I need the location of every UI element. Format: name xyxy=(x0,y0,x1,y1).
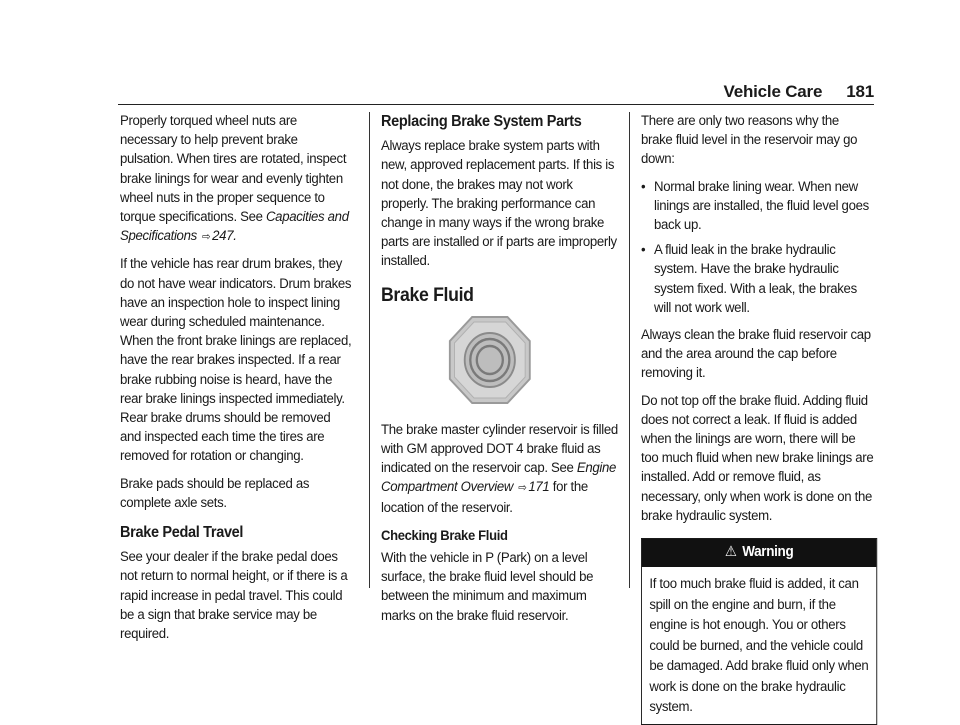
page-number: 181 xyxy=(846,82,874,101)
list-item: • A fluid leak in the brake hydraulic system. Have the brake hydraulic system fixed. With a leak, the brakes will not work well. xyxy=(641,241,874,318)
page-ref-arrow-icon: ⇨ xyxy=(202,231,211,244)
chapter-heading: Brake Fluid xyxy=(381,284,474,306)
section-heading: Replacing Brake System Parts xyxy=(381,113,582,130)
paragraph: Always clean the brake fluid reservoir cap and the area around the cap before removing it. xyxy=(641,327,871,382)
column-1 xyxy=(120,112,353,652)
paragraph: If the vehicle has rear drum brakes, they do not have wear indicators. Drum brakes have an inspection hole to inspect lining wear during scheduled maintenance. When the front brake linings are replaced, have the rear brakes inspected. If a rear brake rubbing noise is heard, have the rear brake linings inspected immediately. Rear brake drums should be removed and inspected each time the tires are removed for rotation or changing. xyxy=(120,256,352,465)
warning-text: If too much brake fluid is added, it can spill on the engine and burn, if the engine is hot enough. You or others could be burned, and the vehicle could be damaged. Add brake fluid only when work is done on the brake hydraulic system. xyxy=(649,576,869,716)
cross-reference-link[interactable]: Capacities and Specifications ⇨ 247. xyxy=(120,209,349,245)
column-divider xyxy=(369,112,370,588)
page-ref-arrow-icon: ⇨ xyxy=(518,482,527,495)
paragraph: The brake master cylinder reservoir is filled with GM approved DOT 4 brake fluid as indicated on the reservoir cap. See Engine Compartment Overview ⇨ 171 for the location of the reservoir. xyxy=(381,421,618,516)
warning-header: ⚠ Warning xyxy=(642,539,876,567)
header-rule xyxy=(118,104,874,105)
paragraph: There are only two reasons why the brake fluid level in the reservoir may go down: xyxy=(641,113,858,168)
column-divider xyxy=(629,112,630,588)
paragraph: See your dealer if the brake pedal does not return to normal height, or if there is a rapid increase in pedal travel. This could be a sign that brake service may be required. xyxy=(120,549,348,643)
paragraph: Always replace brake system parts with new, approved replacement parts. If this is not done, the brakes may not work properly. The braking performance can change in many ways if the wrong brake parts are installed or if parts are improperly installed. xyxy=(381,138,617,270)
column-3 xyxy=(641,112,874,725)
column-2 xyxy=(381,112,621,634)
paragraph: With the vehicle in P (Park) on a level surface, the brake fluid level should be between the minimum and maximum marks on the brake fluid reservoir. xyxy=(381,550,594,624)
paragraph: Brake pads should be replaced as complete axle sets. xyxy=(120,475,310,511)
brake-fluid-cap-icon xyxy=(448,315,532,405)
page-header xyxy=(724,82,875,102)
paragraph: Do not top off the brake fluid. Adding fluid does not correct a leak. If fluid is added when the linings are worn, there will be too much fluid when new brake linings are installed. Add or remove fluid, as necessary, only when work is done on the brake hydraulic system. xyxy=(641,392,874,524)
subheading: Checking Brake Fluid xyxy=(381,526,508,543)
warning-box xyxy=(641,538,877,725)
paragraph: Properly torqued wheel nuts are necessary to help prevent brake pulsation. When tires are rotated, inspect brake linings for wear and evenly tighten wheel nuts in the proper sequence to torque specifications. See Capacities and Specifications ⇨ 247. xyxy=(120,113,349,245)
section-title: Vehicle Care xyxy=(723,82,823,101)
warning-triangle-icon: ⚠ xyxy=(724,544,737,561)
cross-reference-link[interactable]: Engine Compartment Overview ⇨ 171 xyxy=(381,460,616,496)
list-item: • Normal brake lining wear. When new linings are installed, the fluid level goes back up. xyxy=(641,178,874,236)
bullet-list xyxy=(641,178,874,318)
section-heading: Brake Pedal Travel xyxy=(120,524,244,542)
